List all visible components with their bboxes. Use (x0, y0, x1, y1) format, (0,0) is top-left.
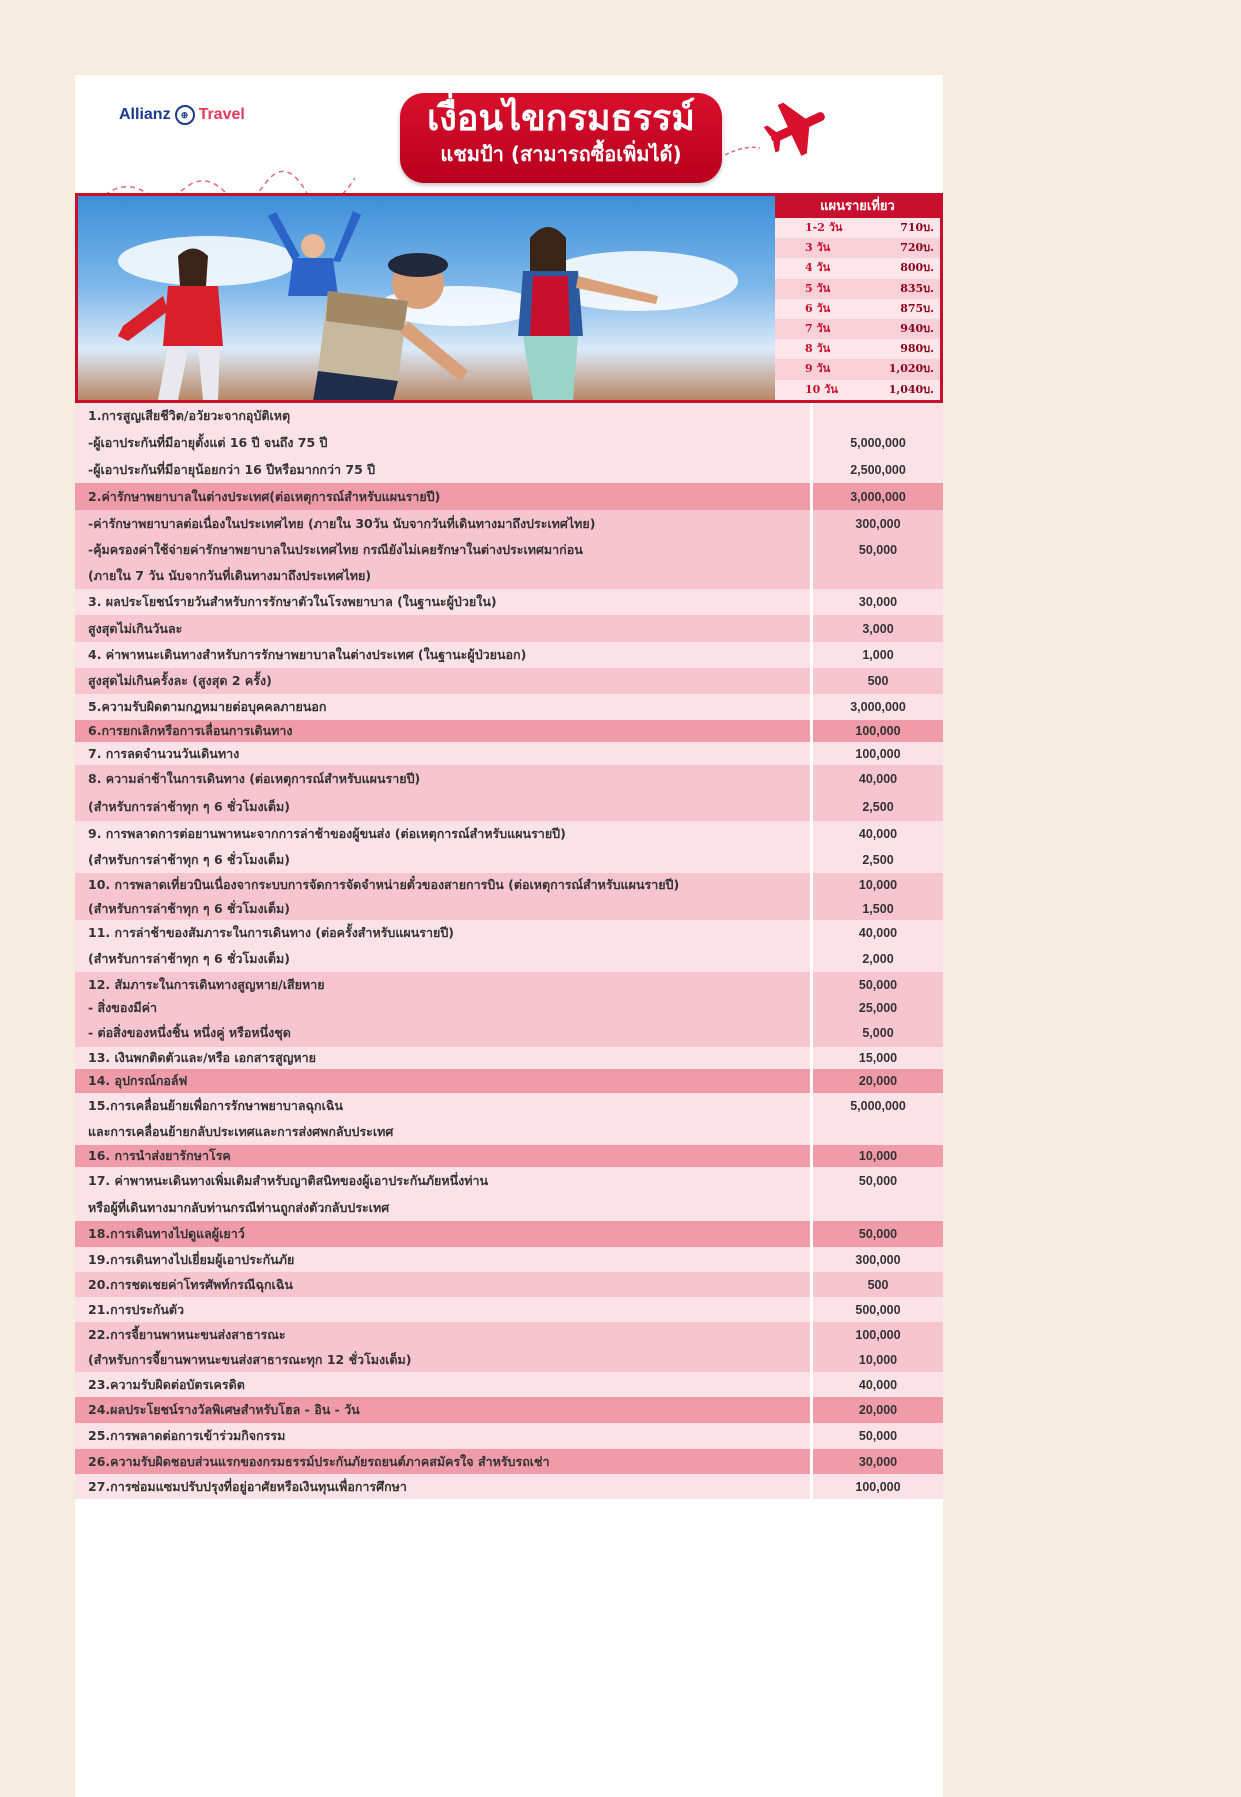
page-subtitle: แชมป้า (สามารถซื้อเพิ่มได้) (440, 142, 682, 166)
coverage-description: หรือผู้ที่เดินทางมากลับท่านกรณีท่านถูกส่งตัวกลับประเทศ (75, 1194, 810, 1221)
coverage-row (75, 668, 943, 694)
coverage-amount (813, 403, 943, 429)
coverage-amount (813, 563, 943, 589)
plan-price: 1,040บ. (888, 382, 934, 396)
coverage-row (75, 920, 943, 946)
coverage-description: 24.ผลประโยชน์รางวัลพิเศษสำหรับโฮล - อิน - วัน (75, 1397, 810, 1423)
person-center-image (268, 221, 498, 400)
coverage-amount: 2,500 (813, 793, 943, 821)
coverage-row (75, 1474, 943, 1499)
coverage-amount: 1,000 (813, 642, 943, 668)
coverage-amount: 500 (813, 668, 943, 694)
coverage-row (75, 793, 943, 821)
coverage-amount: 1,500 (813, 897, 943, 920)
coverage-description: 19.การเดินทางไปเยี่ยมผู้เอาประกันภัย (75, 1247, 810, 1272)
plan-days: 6 วัน (805, 301, 831, 315)
coverage-amount: 30,000 (813, 589, 943, 615)
coverage-description: - สิ่งของมีค่า (75, 997, 810, 1019)
coverage-description: -ผู้เอาประกันที่มีอายุน้อยกว่า 16 ปีหรือมากกว่า 75 ปี (75, 456, 810, 483)
coverage-amount: 5,000,000 (813, 1093, 943, 1118)
coverage-row (75, 1069, 943, 1093)
coverage-row (75, 1194, 943, 1221)
coverage-amount: 40,000 (813, 821, 943, 847)
coverage-row (75, 1272, 943, 1297)
coverage-description: 16. การนำส่งยารักษาโรค (75, 1145, 810, 1167)
coverage-row (75, 897, 943, 920)
coverage-description: 23.ความรับผิดต่อบัตรเครดิต (75, 1372, 810, 1397)
coverage-row (75, 946, 943, 972)
coverage-description: 7. การลดจำนวนวันเดินทาง (75, 742, 810, 765)
coverage-row (75, 429, 943, 456)
coverage-amount: 300,000 (813, 510, 943, 537)
coverage-row (75, 720, 943, 742)
coverage-row (75, 972, 943, 997)
coverage-row (75, 1047, 943, 1069)
coverage-description: 26.ความรับผิดชอบส่วนแรกของกรมธรรม์ประกันภัยรถยนต์ภาคสมัครใจ สำหรับรถเช่า (75, 1449, 810, 1474)
coverage-description: - ต่อสิ่งของหนึ่งชิ้น หนึ่งคู่ หรือหนึ่งชุด (75, 1019, 810, 1047)
coverage-row (75, 873, 943, 897)
plan-row (775, 339, 940, 359)
plan-row (775, 299, 940, 319)
coverage-amount: 40,000 (813, 1372, 943, 1397)
header (75, 75, 943, 193)
coverage-description: 25.การพลาดต่อการเข้าร่วมกิจกรรม (75, 1423, 810, 1449)
eagle-icon: ⊕ (175, 105, 195, 125)
coverage-row (75, 694, 943, 720)
brand-suffix: Travel (198, 106, 245, 123)
coverage-description: 2.ค่ารักษาพยาบาลในต่างประเทศ(ต่อเหตุการณ์สำหรับแผนรายปี) (75, 483, 810, 510)
coverage-row (75, 642, 943, 668)
coverage-row (75, 456, 943, 483)
title-banner (400, 93, 722, 183)
page-title: เงื่อนไขกรมธรรม์ (426, 98, 696, 139)
coverage-description: (สำหรับการล่าช้าทุก ๆ 6 ชั่วโมงเต็ม) (75, 793, 810, 821)
coverage-table (75, 403, 943, 1499)
coverage-amount: 40,000 (813, 920, 943, 946)
coverage-description: 15.การเคลื่อนย้ายเพื่อการรักษาพยาบาลฉุกเฉิน (75, 1093, 810, 1118)
coverage-description: สูงสุดไม่เกินวันละ (75, 615, 810, 642)
coverage-description: (สำหรับการล่าช้าทุก ๆ 6 ชั่วโมงเต็ม) (75, 847, 810, 873)
coverage-description: 11. การล่าช้าของสัมภาระในการเดินทาง (ต่อครั้งสำหรับแผนรายปี) (75, 920, 810, 946)
plan-row (775, 258, 940, 278)
coverage-description: 4. ค่าพาหนะเดินทางสำหรับการรักษาพยาบาลในต่างประเทศ (ในฐานะผู้ป่วยนอก) (75, 642, 810, 668)
coverage-row (75, 997, 943, 1019)
coverage-description: 22.การจี้ยานพาหนะขนส่งสาธารณะ (75, 1322, 810, 1347)
plan-row (775, 279, 940, 299)
plan-days: 3 วัน (805, 241, 831, 255)
plan-days: 8 วัน (805, 342, 831, 356)
person-right-image (478, 216, 678, 400)
coverage-row (75, 1347, 943, 1372)
plan-price: 875บ. (900, 301, 934, 315)
coverage-amount: 300,000 (813, 1247, 943, 1272)
coverage-amount: 15,000 (813, 1047, 943, 1069)
coverage-row (75, 1221, 943, 1247)
plan-days: 10 วัน (805, 382, 838, 396)
trip-plan-price-table (775, 196, 940, 400)
coverage-amount (813, 1194, 943, 1221)
coverage-row (75, 1297, 943, 1322)
plan-price: 1,020บ. (888, 362, 934, 376)
travelers-photo (78, 196, 775, 400)
coverage-row (75, 510, 943, 537)
plan-rows (775, 218, 940, 400)
coverage-amount: 50,000 (813, 1221, 943, 1247)
coverage-row (75, 615, 943, 642)
plan-price: 980บ. (900, 342, 934, 356)
plan-price: 710บ. (900, 221, 934, 234)
coverage-amount: 100,000 (813, 742, 943, 765)
coverage-description: (ภายใน 7 วัน นับจากวันที่เดินทางมาถึงประเทศไทย) (75, 563, 810, 589)
plan-price: 800บ. (900, 261, 934, 275)
coverage-row (75, 742, 943, 765)
coverage-amount: 3,000,000 (813, 694, 943, 720)
coverage-description: 27.การซ่อมแซมปรับปรุงที่อยู่อาศัยหรือเงินทุนเพื่อการศึกษา (75, 1474, 810, 1499)
coverage-row (75, 537, 943, 563)
coverage-description: -ค่ารักษาพยาบาลต่อเนื่องในประเทศไทย (ภายใน 30วัน นับจากวันที่เดินทางมาถึงประเทศไทย) (75, 510, 810, 537)
coverage-description: 8. ความล่าช้าในการเดินทาง (ต่อเหตุการณ์สำหรับแผนรายปี) (75, 765, 810, 793)
coverage-description: -ผู้เอาประกันที่มีอายุตั้งแต่ 16 ปี จนถึง 75 ปี (75, 429, 810, 456)
coverage-row (75, 1322, 943, 1347)
coverage-row (75, 847, 943, 873)
plan-days: 1-2 วัน (805, 221, 843, 234)
coverage-description: -คุ้มครองค่าใช้จ่ายค่ารักษาพยาบาลในประเทศไทย กรณียังไม่เคยรักษาในต่างประเทศมาก่อน (75, 537, 810, 563)
coverage-amount: 10,000 (813, 1347, 943, 1372)
coverage-row (75, 483, 943, 510)
coverage-description: และการเคลื่อนย้ายกลับประเทศและการส่งศพกลับประเทศ (75, 1118, 810, 1145)
plan-row (775, 319, 940, 339)
coverage-amount: 50,000 (813, 1423, 943, 1449)
coverage-row (75, 563, 943, 589)
coverage-amount (813, 1118, 943, 1145)
coverage-amount: 500 (813, 1272, 943, 1297)
coverage-amount: 10,000 (813, 873, 943, 897)
coverage-amount: 100,000 (813, 720, 943, 742)
coverage-description: (สำหรับการจี้ยานพาหนะขนส่งสาธารณะทุก 12 ชั่วโมงเต็ม) (75, 1347, 810, 1372)
coverage-amount: 2,500,000 (813, 456, 943, 483)
coverage-description: 1.การสูญเสียชีวิต/อวัยวะจากอุบัติเหตุ (75, 403, 810, 429)
coverage-row (75, 589, 943, 615)
coverage-description: 20.การชดเชยค่าโทรศัพท์กรณีฉุกเฉิน (75, 1272, 810, 1297)
coverage-amount: 20,000 (813, 1069, 943, 1093)
plan-price: 720บ. (900, 241, 934, 255)
coverage-description: 14. อุปกรณ์กอล์ฟ (75, 1069, 810, 1093)
coverage-description: สูงสุดไม่เกินครั้งละ (สูงสุด 2 ครั้ง) (75, 668, 810, 694)
coverage-amount: 25,000 (813, 997, 943, 1019)
brand-name: Allianz (119, 106, 171, 123)
plan-days: 7 วัน (805, 321, 831, 335)
coverage-description: (สำหรับการล่าช้าทุก ๆ 6 ชั่วโมงเต็ม) (75, 946, 810, 972)
person-left-image (98, 236, 238, 400)
plan-days: 5 วัน (805, 281, 831, 295)
coverage-row (75, 1118, 943, 1145)
hero-section (75, 193, 943, 403)
coverage-row (75, 1423, 943, 1449)
coverage-amount: 3,000,000 (813, 483, 943, 510)
coverage-amount: 50,000 (813, 972, 943, 997)
coverage-description: (สำหรับการล่าช้าทุก ๆ 6 ชั่วโมงเต็ม) (75, 897, 810, 920)
coverage-amount: 20,000 (813, 1397, 943, 1423)
coverage-amount: 5,000,000 (813, 429, 943, 456)
policy-sheet (75, 75, 943, 1797)
coverage-description: 12. สัมภาระในการเดินทางสูญหาย/เสียหาย (75, 972, 810, 997)
plan-days: 4 วัน (805, 261, 831, 275)
coverage-row (75, 1397, 943, 1423)
coverage-row (75, 821, 943, 847)
plan-days: 9 วัน (805, 362, 831, 376)
coverage-description: 5.ความรับผิดตามกฎหมายต่อบุคคลภายนอก (75, 694, 810, 720)
coverage-amount: 500,000 (813, 1297, 943, 1322)
coverage-amount: 50,000 (813, 1167, 943, 1194)
coverage-amount: 5,000 (813, 1019, 943, 1047)
plan-row (775, 238, 940, 258)
coverage-amount: 2,500 (813, 847, 943, 873)
coverage-row (75, 1372, 943, 1397)
plan-row (775, 380, 940, 400)
coverage-description: 9. การพลาดการต่อยานพาหนะจากการล่าช้าของผู้ขนส่ง (ต่อเหตุการณ์สำหรับแผนรายปี) (75, 821, 810, 847)
coverage-description: 17. ค่าพาหนะเดินทางเพิ่มเติมสำหรับญาติสนิทของผู้เอาประกันภัยหนึ่งท่าน (75, 1167, 810, 1194)
coverage-amount: 50,000 (813, 537, 943, 563)
coverage-row (75, 1167, 943, 1194)
coverage-row (75, 1145, 943, 1167)
airplane-icon (725, 90, 835, 170)
coverage-amount: 40,000 (813, 765, 943, 793)
coverage-amount: 3,000 (813, 615, 943, 642)
coverage-row (75, 1247, 943, 1272)
coverage-amount: 100,000 (813, 1322, 943, 1347)
coverage-row (75, 403, 943, 429)
coverage-amount: 100,000 (813, 1474, 943, 1499)
coverage-amount: 10,000 (813, 1145, 943, 1167)
coverage-row (75, 1019, 943, 1047)
coverage-amount: 30,000 (813, 1449, 943, 1474)
coverage-description: 18.การเดินทางไปดูแลผู้เยาว์ (75, 1221, 810, 1247)
coverage-description: 6.การยกเลิกหรือการเลื่อนการเดินทาง (75, 720, 810, 742)
coverage-amount: 2,000 (813, 946, 943, 972)
coverage-description: 21.การประกันตัว (75, 1297, 810, 1322)
plan-price: 835บ. (900, 281, 934, 295)
coverage-row (75, 1449, 943, 1474)
plans-heading: แผนรายเที่ยว (775, 196, 940, 218)
allianz-travel-logo (119, 105, 245, 125)
coverage-description: 10. การพลาดเที่ยวบินเนื่องจากระบบการจัดการจัดจำหน่ายตั๋วของสายการบิน (ต่อเหตุการณ์สำหรับแผนรายปี) (75, 873, 810, 897)
coverage-row (75, 765, 943, 793)
coverage-description: 13. เงินพกติดตัวและ/หรือ เอกสารสูญหาย (75, 1047, 810, 1069)
coverage-row (75, 1093, 943, 1118)
plan-row (775, 359, 940, 379)
coverage-description: 3. ผลประโยชน์รายวันสำหรับการรักษาตัวในโรงพยาบาล (ในฐานะผู้ป่วยใน) (75, 589, 810, 615)
plan-row (775, 218, 940, 238)
plan-price: 940บ. (900, 321, 934, 335)
